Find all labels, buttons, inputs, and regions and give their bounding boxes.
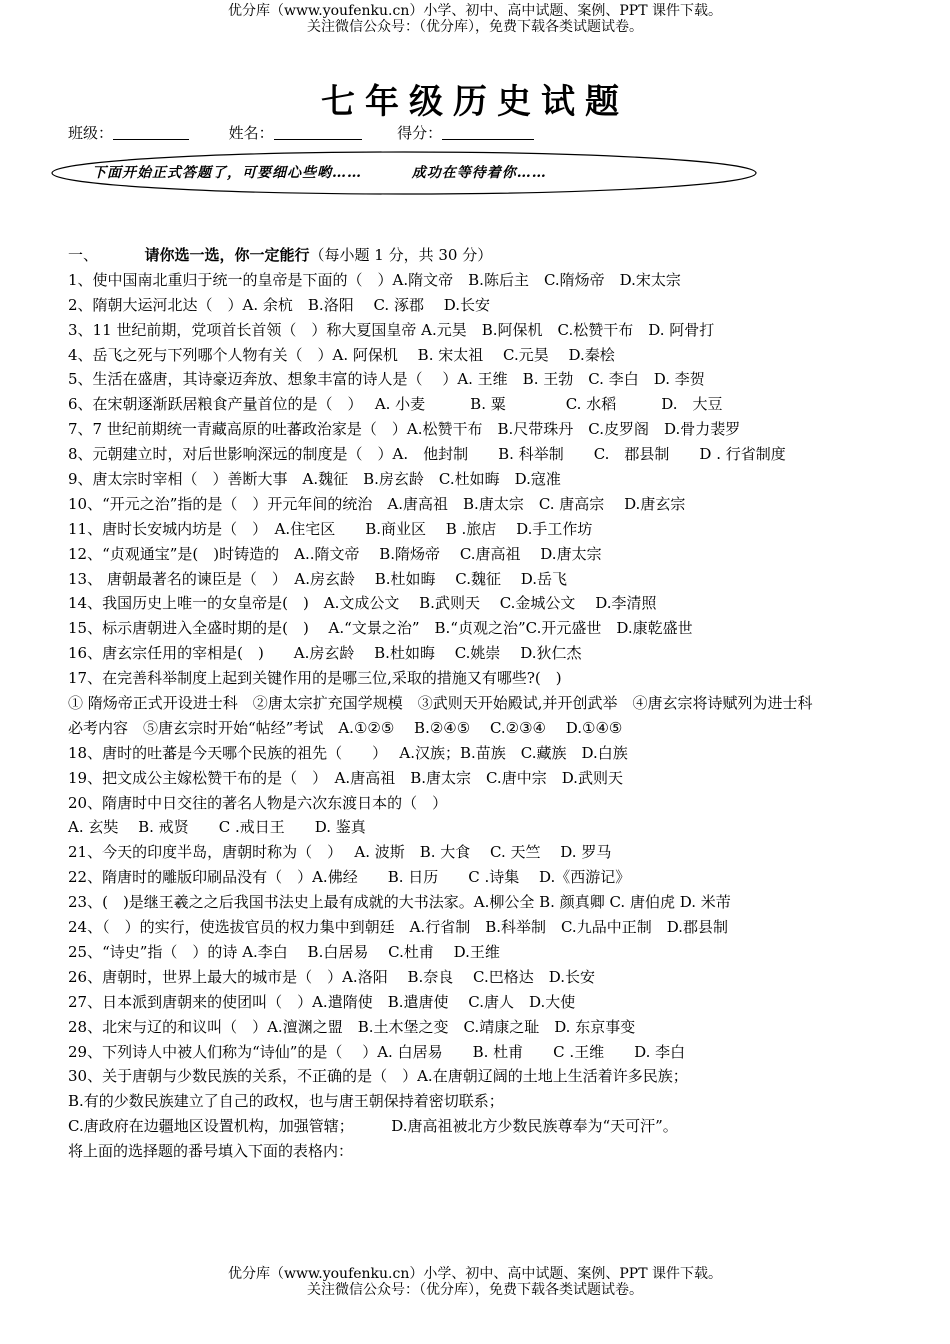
header-line-1: 优分库（www.youfenku.cn）小学、初中、高中试题、案例、PPT 课件下载。 <box>227 3 722 19</box>
question-line: 24、（ ）的实行，使选拔官员的权力集中到朝廷 A.行省制 B.科举制 C.九品中正制 D.郡县制 <box>68 918 728 937</box>
page-footer <box>0 1266 950 1298</box>
question-line: 6、在宋朝逐渐跃居粮食产量首位的是（ ） A. 小麦 B. 粟 C. 水稻 D. 大豆 <box>68 395 723 414</box>
footer-line-1: 优分库（www.youfenku.cn）小学、初中、高中试题、案例、PPT 课件下载。 <box>227 1266 722 1282</box>
score-blank <box>442 125 534 140</box>
question-line: C.唐政府在边疆地区设置机构，加强管辖； D.唐高祖被北方少数民族尊奉为“天可汗”。 <box>68 1117 678 1136</box>
question-line: 29、下列诗人中被人们称为“诗仙”的是（ ）A. 白居易 B. 杜甫 C .王维 D. 李白 <box>68 1042 686 1061</box>
name-label: 姓名： <box>228 124 274 142</box>
question-line: B.有的少数民族建立了自己的政权，也与唐王朝保持着密切联系； <box>68 1092 504 1111</box>
question-line: 10、“开元之治”指的是（ ）开元年间的统治 A.唐高祖 B.唐太宗 C. 唐高宗 D.唐玄宗 <box>68 494 686 513</box>
question-line: 1、使中国南北重归于统一的皇帝是下面的（ ）A.隋文帝 B.陈后主 C.隋炀帝 D.宋太宗 <box>68 270 681 289</box>
question-line: 11、唐时长安城内坊是（ ） A.住宅区 B.商业区 B .旅店 D.手工作坊 <box>68 519 593 538</box>
question-line: 13、 唐朝最著名的谏臣是（ ） A.房玄龄 B.杜如晦 C.魏征 D.岳飞 <box>68 569 568 588</box>
question-line: 19、把文成公主嫁松赞干布的是（ ） A.唐高祖 B.唐太宗 C.唐中宗 D.武则天 <box>68 768 623 787</box>
question-line: 20、隋唐时中日交往的著名人物是六次东渡日本的（ ） <box>68 793 448 812</box>
section-note: （每小题 1 分，共 30 分） <box>309 246 493 264</box>
score-label: 得分： <box>397 124 443 142</box>
question-line: 3、11 世纪前期，党项首长首领（ ）称大夏国皇帝 A.元昊 B.阿保机 C.松赞干布 D. 阿骨打 <box>68 320 715 339</box>
banner-text <box>92 162 547 182</box>
question-line: 17、在完善科举制度上起到关键作用的是哪三位,采取的措施又有哪些?( ) <box>68 669 562 688</box>
question-line: 7、7 世纪前期统一青藏高原的吐蕃政治家是（ ）A.松赞干布 B.尺带珠丹 C.皮罗阁 D.骨力裴罗 <box>68 420 741 439</box>
class-label: 班级： <box>68 124 114 142</box>
question-line: 12、“贞观通宝”是( )时铸造的 A..隋文帝 B.隋炀帝 C.唐高祖 D.唐太宗 <box>68 544 602 563</box>
question-line: 21、今天的印度半岛，唐朝时称为（ ） A. 波斯 B. 大食 C. 天竺 D. 罗马 <box>68 843 612 862</box>
question-line: 26、唐朝时，世界上最大的城市是（ ）A.洛阳 B.奈良 C.巴格达 D.长安 <box>68 967 595 986</box>
page-header <box>0 3 950 35</box>
footer-line-2: 关注微信公众号：（优分库），免费下载各类试题试卷。 <box>307 1282 643 1298</box>
question-line: 25、“诗史”指（ ）的诗 A.李白 B.白居易 C.杜甫 D.王维 <box>68 942 500 961</box>
question-line: ① 隋炀帝正式开设进士科 ②唐太宗扩充国学规模 ③武则天开始殿试,并开创武举 ④唐玄宗将诗赋列为进士科 <box>68 694 813 713</box>
question-line: 必考内容 ⑤唐玄宗时开始“帖经”考试 A.①②⑤ B.②④⑤ C.②③④ D.①④⑤ <box>68 718 623 737</box>
question-line: 23、( )是继王羲之之后我国书法史上最有成就的大书法家。A.柳公全 B. 颜真卿 C. 唐伯虎 D. 米芾 <box>68 893 731 912</box>
name-blank <box>274 125 362 140</box>
question-line: 8、元朝建立时，对后世影响深远的制度是（ ）A. 他封制 B. 科举制 C. 郡县制 D . 行省制度 <box>68 445 786 464</box>
question-line: 2、隋朝大运河北达（ ）A. 余杭 B.洛阳 C. 涿郡 D.长安 <box>68 295 490 314</box>
question-line: 18、唐时的吐蕃是今天哪个民族的祖先（ ） A.汉族；B.苗族 C.藏族 D.白族 <box>68 743 628 762</box>
section-heading <box>68 243 888 268</box>
header-line-2: 关注微信公众号：（优分库），免费下载各类试题试卷。 <box>307 19 643 35</box>
question-line: 22、隋唐时的雕版印刷品没有（ ）A.佛经 B. 日历 C .诗集 D.《西游记》 <box>68 868 631 887</box>
question-line: 9、唐太宗时宰相（ ）善断大事 A.魏征 B.房玄龄 C.杜如晦 D.寇准 <box>68 470 561 489</box>
section-number: 一、 <box>68 246 99 264</box>
banner-left-text: 下面开始正式答题了，可要细心些哟…… <box>92 165 362 181</box>
question-line: 14、我国历史上唯一的女皇帝是( ) A.文成公文 B.武则天 C.金城公文 D.李清照 <box>68 594 657 613</box>
section-title: 请你选一选，你一定能行 <box>144 246 310 264</box>
question-line: 将上面的选择题的番号填入下面的表格内： <box>68 1142 354 1161</box>
question-line: 4、岳飞之死与下列哪个人物有关（ ）A. 阿保机 B. 宋太祖 C.元昊 D.秦桧 <box>68 345 615 364</box>
question-line: 16、唐玄宗任用的宰相是( ) A.房玄龄 B.杜如晦 C.姚崇 D.狄仁杰 <box>68 644 582 663</box>
question-line: A. 玄奘 B. 戒贤 C .戒日王 D. 鉴真 <box>68 818 366 837</box>
student-info-row <box>68 122 534 143</box>
question-list <box>68 243 888 1164</box>
question-line: 5、生活在盛唐，其诗豪迈奔放、想象丰富的诗人是（ ）A. 王维 B. 王勃 C. 李白 D. 李贺 <box>68 370 705 389</box>
class-blank <box>113 125 189 140</box>
question-line: 30、关于唐朝与少数民族的关系，不正确的是（ ）A.在唐朝辽阔的土地上生活着许多民族； <box>68 1067 688 1086</box>
banner-right-text: 成功在等待着你…… <box>411 165 547 181</box>
question-line: 15、标示唐朝进入全盛时期的是( ) A.“文景之治” B.“贞观之治”C.开元盛世 D.康乾盛世 <box>68 619 693 638</box>
page-title: 七年级历史试题 <box>321 82 629 122</box>
question-line: 27、日本派到唐朝来的使团叫（ ）A.遣隋使 B.遣唐使 C.唐人 D.大使 <box>68 992 576 1011</box>
question-line: 28、北宋与辽的和议叫（ ）A.澶渊之盟 B.土木堡之变 C.靖康之耻 D. 东京事变 <box>68 1017 636 1036</box>
